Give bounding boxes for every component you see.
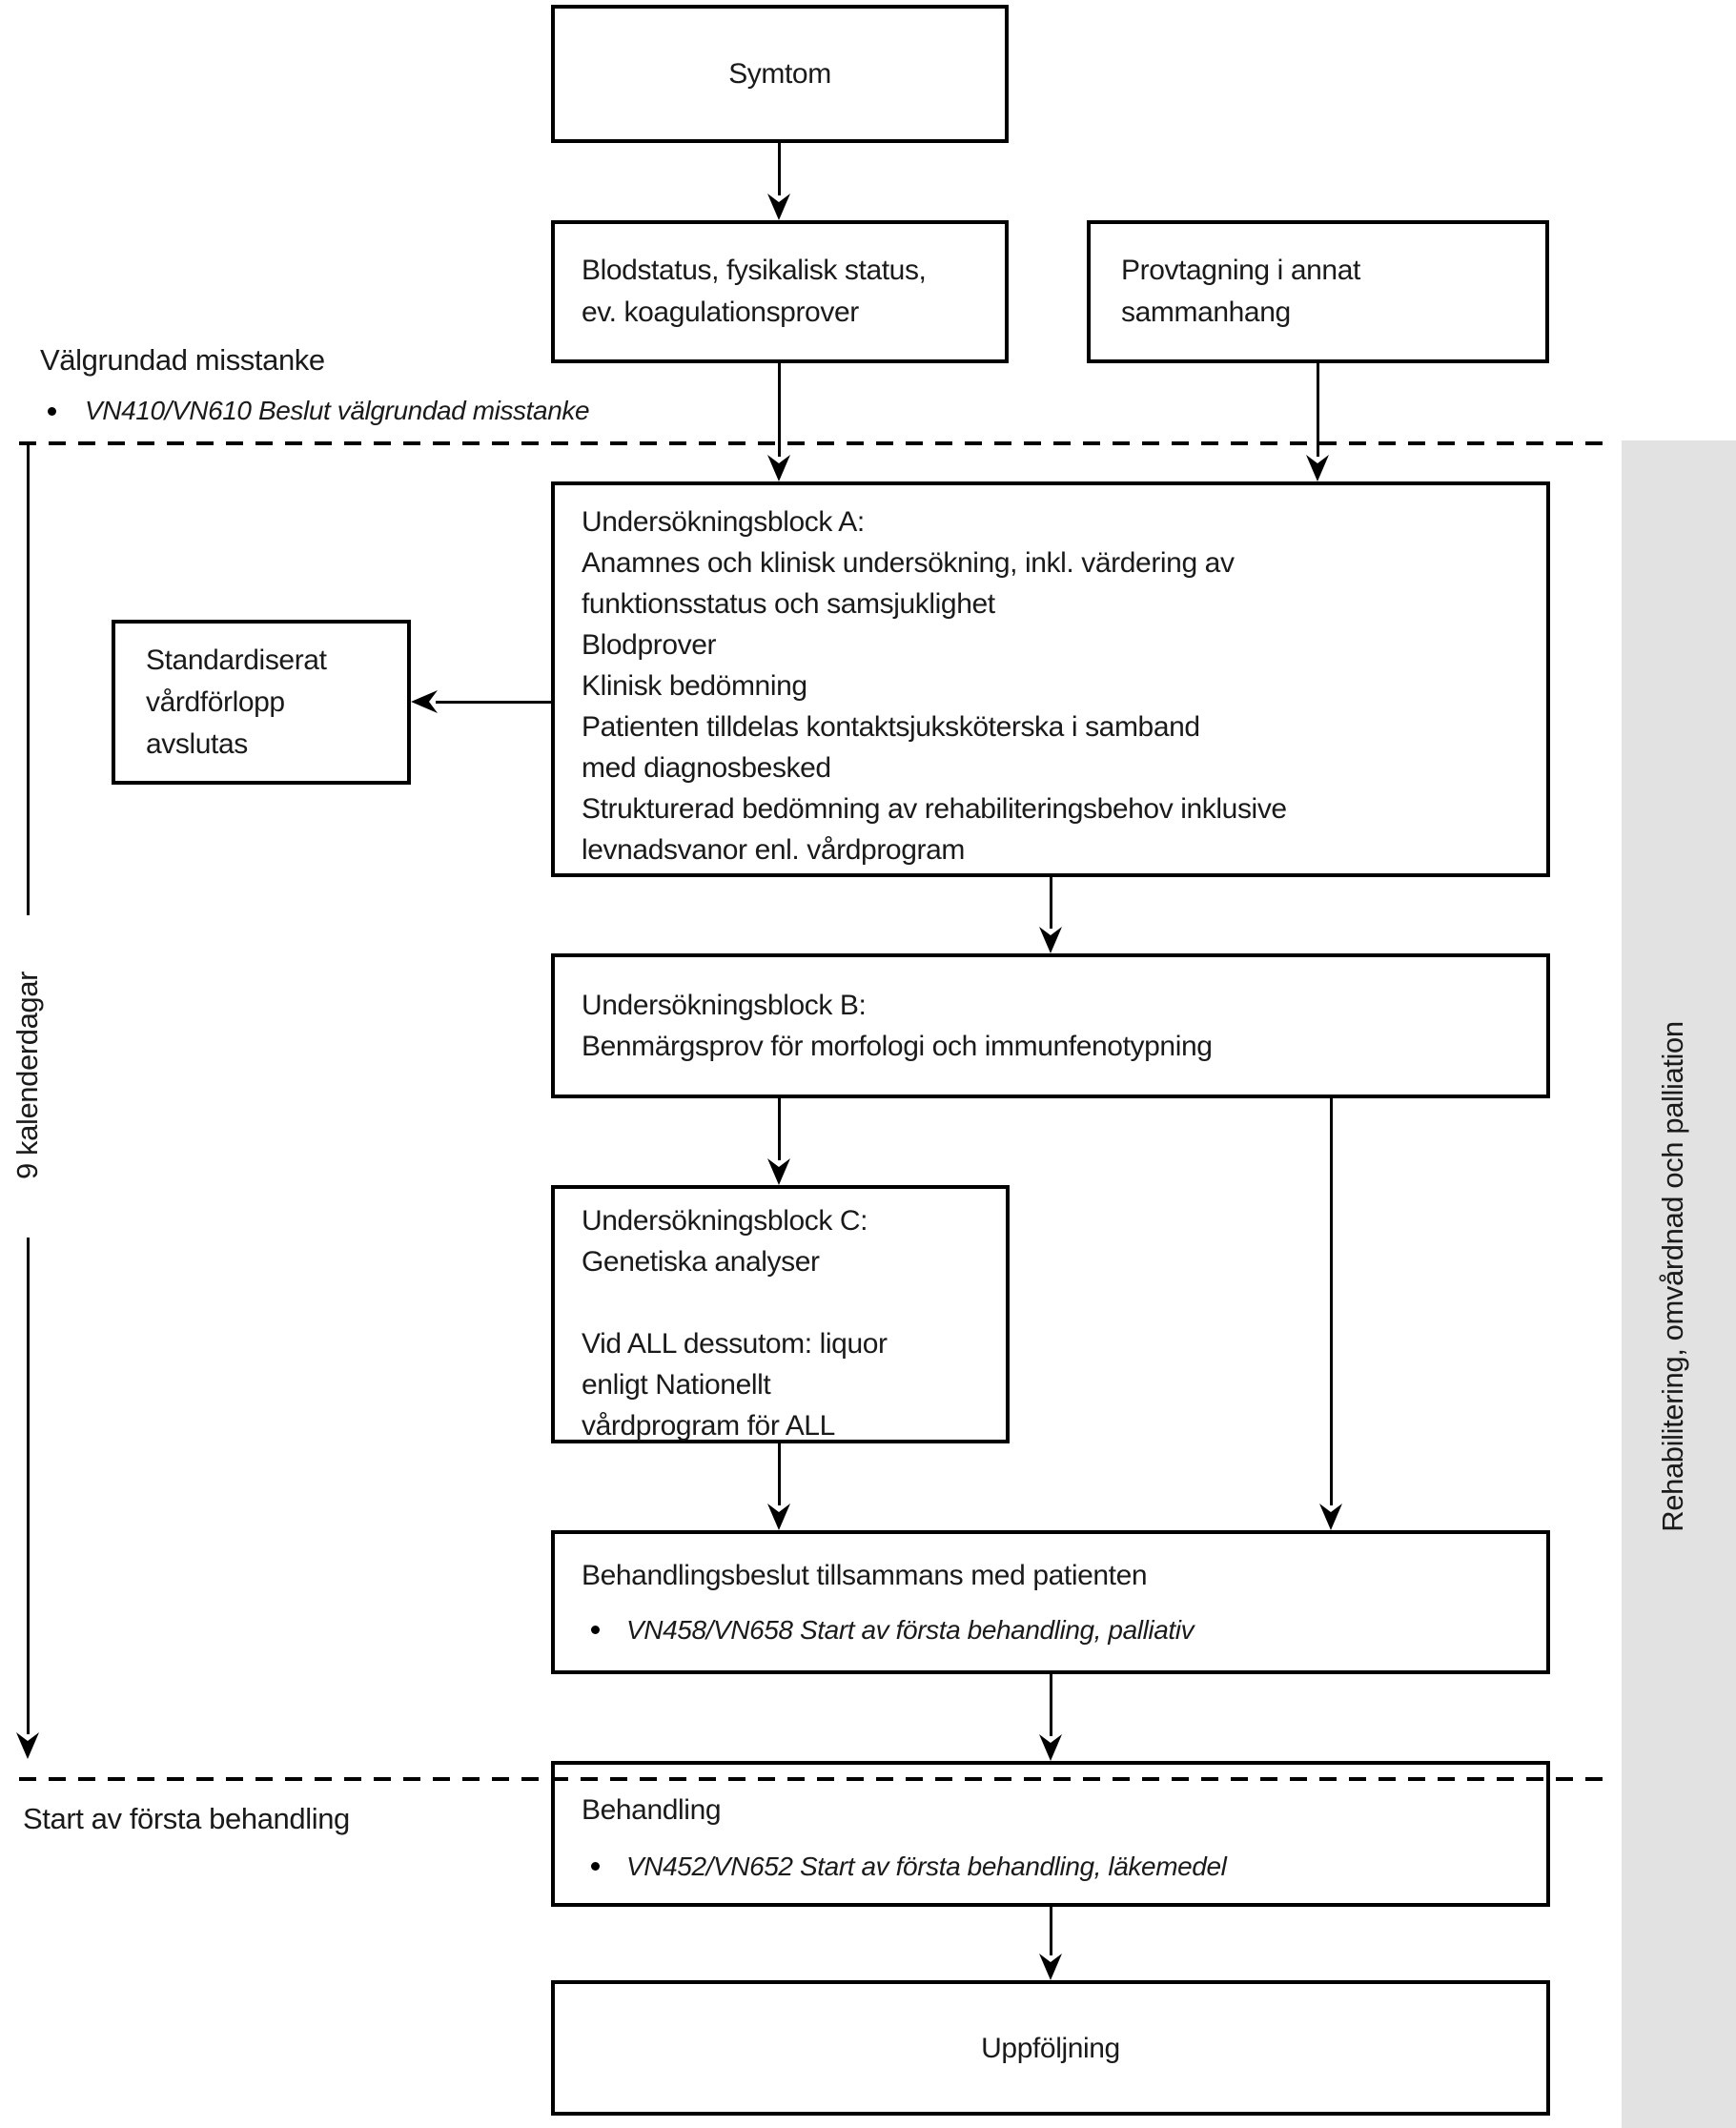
- arrow-block-b-block-c: [778, 1098, 781, 1160]
- node-symtom: [551, 5, 1009, 143]
- bullet-dot-icon: [591, 1626, 600, 1634]
- node-uppfoljning: [551, 1980, 1550, 2116]
- arrowhead-icon: [767, 1504, 790, 1530]
- node-block-a-line: levnadsvanor enl. vårdprogram: [582, 834, 965, 866]
- milestone-start-behandling-title: Start av första behandling: [23, 1802, 350, 1835]
- arrow-behandling-uppfoljning: [1050, 1907, 1052, 1955]
- node-standardiserat-line: vårdförlopp: [146, 685, 285, 718]
- node-block-c-line: vårdprogram för ALL: [582, 1410, 835, 1442]
- node-blodstatus-line: ev. koagulationsprover: [582, 297, 859, 328]
- node-block-a-line: Strukturerad bedömning av rehabiliteringsbehov inklusive: [582, 793, 1287, 825]
- node-block-a-line: Anamnes och klinisk undersökning, inkl. värdering av: [582, 547, 1235, 579]
- node-standardiserat-avslutas: [112, 620, 411, 785]
- node-block-c-line: Genetiska analyser: [582, 1246, 820, 1278]
- node-block-c-line: Undersökningsblock C:: [582, 1205, 868, 1237]
- node-behandling-bullet-text: VN452/VN652 Start av första behandling, läkemedel: [626, 1852, 1227, 1881]
- node-behandlingsbeslut: [551, 1530, 1550, 1674]
- arrowhead-icon: [767, 455, 790, 481]
- arrow-block-a-standardiserat: [436, 701, 551, 704]
- node-blodstatus: [551, 220, 1009, 363]
- node-block-b-line: Benmärgsprov för morfologi och immunfenotypning: [582, 1031, 1213, 1062]
- node-behandlingsbeslut-bullet-text: VN458/VN658 Start av första behandling, palliativ: [626, 1615, 1195, 1645]
- timeline-label: 9 kalenderdagar: [10, 971, 44, 1180]
- node-block-c-line: enligt Nationellt: [582, 1369, 771, 1401]
- bullet-dot-icon: [48, 407, 56, 416]
- node-block-b-line: Undersökningsblock B:: [582, 990, 867, 1021]
- arrow-block-a-block-b: [1050, 877, 1052, 929]
- node-provtagning-line: Provtagning i annat: [1121, 255, 1360, 286]
- arrow-block-b-behandlingsbeslut: [1330, 1098, 1333, 1505]
- node-blodstatus-line: Blodstatus, fysikalisk status,: [582, 255, 927, 286]
- arrowhead-icon: [1306, 455, 1329, 481]
- node-undersokningsblock-b: [551, 953, 1550, 1098]
- milestone-valgrundad-bullet-text: VN410/VN610 Beslut välgrundad misstanke: [85, 396, 590, 425]
- node-undersokningsblock-a: [551, 481, 1550, 877]
- timeline-line-upper: [27, 442, 30, 915]
- node-behandling-title: Behandling: [582, 1794, 722, 1826]
- arrowhead-icon: [1319, 1504, 1342, 1530]
- node-block-c-line: Vid ALL dessutom: liquor: [582, 1328, 888, 1360]
- node-block-a-line: Klinisk bedömning: [582, 670, 807, 702]
- node-block-a-line: Patienten tilldelas kontaktsjuksköterska i samband: [582, 711, 1200, 743]
- node-standardiserat-line: Standardiserat: [146, 644, 327, 676]
- node-provtagning: [1087, 220, 1549, 363]
- arrowhead-icon: [1039, 1734, 1062, 1761]
- arrowhead-icon: [767, 1158, 790, 1185]
- node-symtom-label: Symtom: [728, 58, 831, 90]
- node-uppfoljning-label: Uppföljning: [981, 2032, 1120, 2064]
- node-block-a-line: funktionsstatus och samsjuklighet: [582, 588, 995, 620]
- node-behandling: [551, 1761, 1550, 1907]
- node-block-a-line: Blodprover: [582, 629, 717, 661]
- node-behandlingsbeslut-title: Behandlingsbeslut tillsammans med patienten: [582, 1560, 1148, 1591]
- arrowhead-icon: [1039, 1954, 1062, 1980]
- arrowhead-icon: [767, 194, 790, 220]
- timeline-arrowhead-icon: [16, 1732, 39, 1759]
- dashed-line-valgrundad-misstanke: [19, 441, 1615, 445]
- node-block-a-line: med diagnosbesked: [582, 752, 831, 784]
- arrow-block-c-behandlingsbeslut: [778, 1443, 781, 1505]
- rehab-phase-label: Rehabilitering, omvårdnad och palliation: [1656, 1021, 1689, 1532]
- node-standardiserat-line: avslutas: [146, 727, 248, 760]
- arrow-behandlingsbeslut-behandling: [1050, 1674, 1052, 1736]
- timeline-line-lower: [27, 1238, 30, 1734]
- arrowhead-icon: [1039, 927, 1062, 953]
- node-undersokningsblock-c: [551, 1185, 1010, 1443]
- arrow-symtom-blodstatus: [778, 143, 781, 195]
- arrowhead-icon: [411, 690, 438, 713]
- milestone-valgrundad-bullet: [48, 396, 589, 426]
- node-block-c-line: [582, 1282, 996, 1323]
- milestone-valgrundad-title: Välgrundad misstanke: [40, 343, 325, 377]
- node-provtagning-line: sammanhang: [1121, 297, 1291, 328]
- dashed-line-start-behandling: [19, 1777, 1615, 1781]
- node-block-a-line: Undersökningsblock A:: [582, 506, 865, 538]
- bullet-dot-icon: [591, 1862, 600, 1871]
- rehab-phase-bar: [1622, 440, 1736, 2128]
